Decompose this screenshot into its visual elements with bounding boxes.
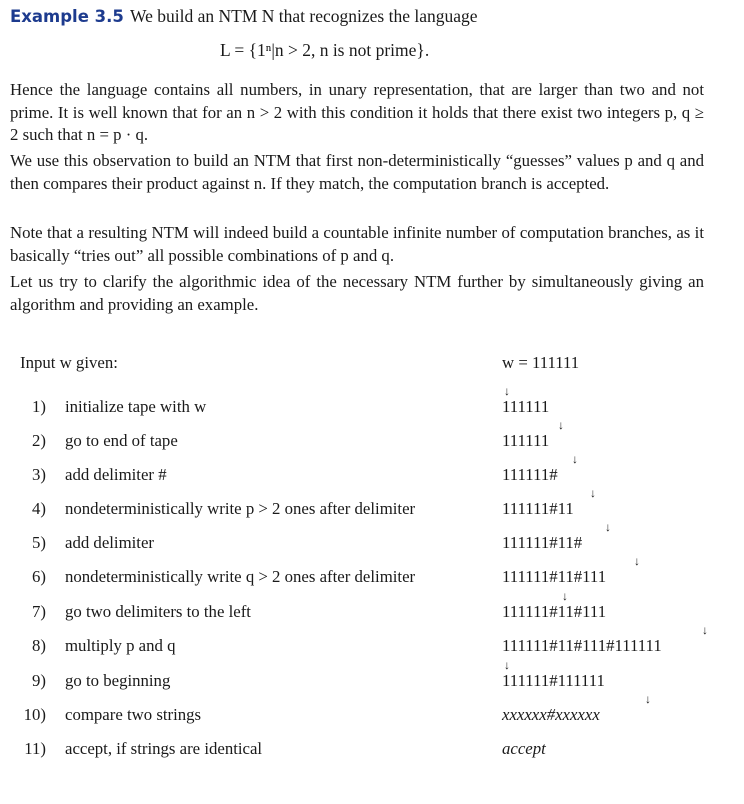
step-description: nondeterministically write q > 2 ones after delimiter	[65, 567, 416, 586]
step-row	[0, 452, 744, 492]
tape-content	[502, 739, 546, 759]
step-description: nondeterministically write p > 2 ones after delimiter	[65, 499, 416, 518]
tape-text: 111111#	[502, 465, 558, 484]
tape-content	[502, 658, 605, 691]
tape-head-arrow: ↓	[562, 589, 568, 603]
tape-content	[502, 384, 550, 417]
paragraph-3: Note that a resulting NTM will indeed build a countable infinite number of computation branches, as it basically “tries out” all possible combinations of p and q.	[10, 223, 704, 265]
tape-content	[502, 520, 611, 553]
tape-text: accept	[502, 739, 546, 758]
step-description: go two delimiters to the left	[65, 602, 251, 621]
paragraph-4: Let us try to clarify the algorithmic idea of the necessary NTM further by simultaneously giving an algorithm and providing an example.	[10, 272, 704, 314]
step-row	[0, 658, 744, 698]
step-description: go to beginning	[65, 671, 171, 690]
step-row	[0, 384, 744, 424]
step-number: 10)	[23, 705, 46, 724]
tape-content	[502, 692, 651, 725]
tape-head-arrow: ↓	[504, 384, 510, 398]
step-number: 9)	[32, 671, 46, 690]
step-description: accept, if strings are identical	[65, 739, 263, 758]
tape-head-arrow: ↓	[702, 623, 708, 637]
tape-text: 111111	[502, 431, 550, 450]
step-row	[0, 589, 744, 629]
step-row	[0, 520, 744, 560]
tape-content	[502, 486, 596, 519]
step-number: 6)	[32, 567, 46, 586]
step-row	[0, 418, 744, 458]
step-row	[0, 623, 744, 663]
tape-head-arrow: ↓	[634, 554, 640, 568]
tape-content	[502, 452, 578, 485]
tape-content	[502, 554, 640, 587]
tape-content	[502, 589, 607, 622]
tape-head-arrow: ↓	[572, 452, 578, 466]
example-intro: We build an NTM N that recognizes the language	[130, 6, 478, 26]
step-number: 2)	[32, 431, 46, 450]
step-number: 1)	[32, 397, 46, 416]
tape-content	[502, 418, 564, 451]
step-number: 8)	[32, 636, 46, 655]
step-description: add delimiter #	[65, 465, 167, 484]
step-description: initialize tape with w	[65, 397, 207, 416]
paragraph-2: We use this observation to build an NTM that first non-deterministically “guesses” values p and q and then compares their product against n. If they match, the computation branch is accepted.	[10, 151, 704, 193]
tape-head-arrow: ↓	[645, 692, 651, 706]
tape-text: 111111#11#	[502, 533, 583, 552]
step-row	[0, 486, 744, 526]
input-value: w = 111111	[502, 353, 580, 372]
step-number: 3)	[32, 465, 46, 484]
tape-text: 111111#11#111	[502, 567, 607, 586]
tape-head-arrow: ↓	[590, 486, 596, 500]
step-number: 4)	[32, 499, 46, 518]
step-number: 7)	[32, 602, 46, 621]
tape-text: 111111#11#111	[502, 602, 607, 621]
language-formula: L = {1ⁿ|n > 2, n is not prime}.	[220, 40, 430, 60]
step-row	[0, 736, 744, 766]
tape-text: xxxxxx#xxxxxx	[502, 705, 600, 724]
tape-head-arrow: ↓	[605, 520, 611, 534]
step-description: add delimiter	[65, 533, 155, 552]
step-row	[0, 554, 744, 594]
tape-text: 111111#111111	[502, 671, 605, 690]
tape-text: 111111	[502, 397, 550, 416]
step-number: 11)	[24, 739, 46, 758]
input-label: Input w given:	[20, 353, 118, 372]
tape-head-arrow: ↓	[558, 418, 564, 432]
tape-head-arrow: ↓	[504, 658, 510, 672]
paragraph-1: Hence the language contains all numbers, in unary representation, that are larger than two and not prime. It is well known that for an n > 2 with this condition it holds that there exist two integers p, q ≥ 2 such that n = p · q.	[10, 80, 704, 145]
tape-content	[502, 623, 708, 656]
step-description: multiply p and q	[65, 636, 176, 655]
tape-text: 111111#11	[502, 499, 574, 518]
step-description: go to end of tape	[65, 431, 178, 450]
tape-text: 111111#11#111#111111	[502, 636, 662, 655]
step-description: compare two strings	[65, 705, 202, 724]
step-row	[0, 692, 744, 732]
example-label: Example 3.5	[10, 7, 124, 26]
step-number: 5)	[32, 533, 46, 552]
